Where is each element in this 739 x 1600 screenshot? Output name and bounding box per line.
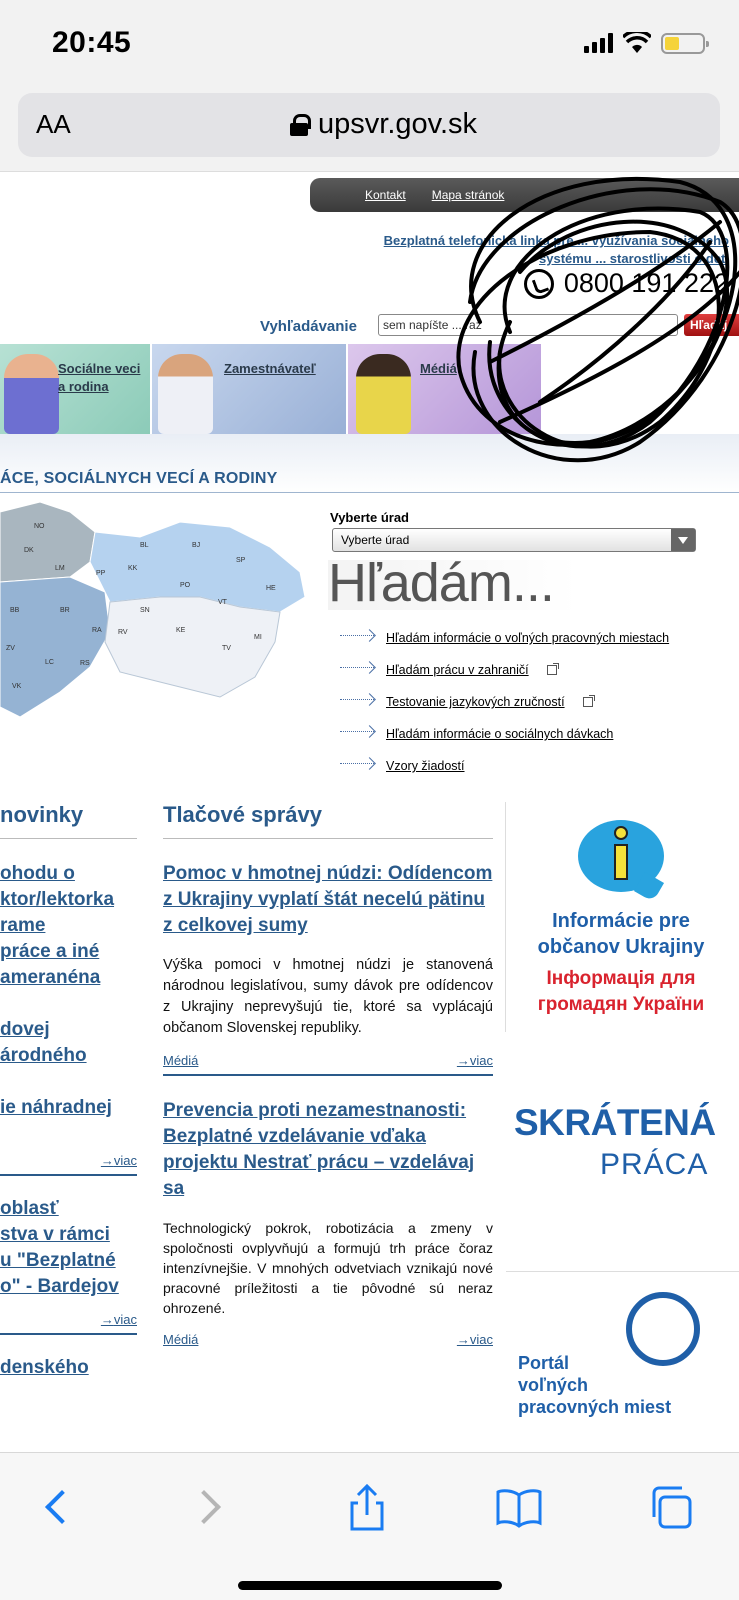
lock-icon xyxy=(290,114,308,136)
external-link-icon xyxy=(583,697,593,707)
search-label: Vyhľadávanie xyxy=(260,318,357,335)
map-region-po[interactable]: PO xyxy=(180,582,191,589)
cellular-signal-icon xyxy=(584,33,613,53)
url-display[interactable] xyxy=(290,108,477,141)
map-region-no[interactable]: NO xyxy=(34,523,45,530)
map-region-vt[interactable]: VT xyxy=(218,599,227,606)
office-select[interactable]: Vyberte úrad xyxy=(332,528,696,552)
web-page xyxy=(0,172,739,1452)
slovakia-region-map[interactable] xyxy=(0,502,320,722)
child-photo xyxy=(4,354,59,434)
press-article-title[interactable]: Pomoc v hmotnej núdzi: Odídencom z Ukrajiny vyplatí štát necelú pätinu z celkovej sumy xyxy=(163,863,493,936)
office-select-label: Vyberte úrad xyxy=(330,510,409,525)
press-article-title[interactable]: Prevencia proti nezamestnanosti: Bezplatné vzdelávanie vďaka projektu Nestrať prácu – vzdelávaj sa xyxy=(163,1100,475,1199)
job-portal-banner[interactable]: Portál voľných pracovných miest xyxy=(518,1353,672,1417)
bookmarks-button[interactable] xyxy=(494,1483,544,1533)
press-article-footer xyxy=(163,1053,493,1068)
press-article-body: Technologický pokrok, robotizácia a zmeny v spoločnosti ovplyvňujú a formujú trh práce čoraz intenzívnejšie. V mnohých odvetviach vznikajú nové pracovné príležitosti a tie pôvodné sú neraz ohrozené. xyxy=(163,1220,493,1316)
forward-button[interactable] xyxy=(186,1483,236,1533)
text-size-button[interactable]: AA xyxy=(36,109,71,139)
home-indicator[interactable] xyxy=(238,1581,502,1590)
hotline-text[interactable]: Bezplatná telefonická linka pre ... využívania sociálneho systému ... starostlivosti o deti xyxy=(383,233,729,266)
map-region-ra[interactable]: RA xyxy=(92,627,102,634)
phone-icon xyxy=(524,269,554,299)
news-column xyxy=(0,802,137,1381)
chevron-left-icon xyxy=(45,1490,79,1524)
back-button[interactable] xyxy=(34,1483,84,1533)
press-heading: Tlačové správy xyxy=(163,802,322,827)
quick-link-volne-miesta[interactable]: Hľadám informácie o voľných pracovných miestach xyxy=(386,631,670,645)
map-region-bb[interactable]: BB xyxy=(10,607,20,614)
quick-link-vzory-ziadosti[interactable]: Vzory žiadostí xyxy=(386,759,465,773)
quick-link-item xyxy=(340,686,669,718)
quick-link-item xyxy=(340,718,669,750)
category-banners xyxy=(0,344,739,434)
press-releases-column xyxy=(163,802,493,1347)
map-region-ke[interactable]: KE xyxy=(176,627,186,634)
battery-icon xyxy=(661,33,705,54)
top-navigation xyxy=(310,178,739,212)
arrow-right-icon xyxy=(340,635,374,645)
hladam-heading: Hľadám... xyxy=(328,553,554,613)
arrow-right-icon xyxy=(340,731,374,741)
map-region-lc[interactable]: LC xyxy=(45,659,54,666)
status-bar xyxy=(0,0,739,90)
news-item-5[interactable]: denského xyxy=(0,1357,89,1378)
map-region-rs[interactable]: RS xyxy=(80,660,90,667)
quick-link-item xyxy=(340,622,669,654)
more-link[interactable]: →viac xyxy=(100,1312,137,1327)
businessman-photo xyxy=(158,354,213,434)
map-region-tv[interactable]: TV xyxy=(222,645,231,652)
browser-address-area xyxy=(0,90,739,172)
more-link[interactable]: →viac xyxy=(456,1053,493,1068)
status-time: 20:45 xyxy=(52,26,132,59)
map-region-zv[interactable]: ZV xyxy=(6,645,15,652)
news-item-1[interactable]: ohodu o ktor/lektorka rame práce a iné ameranéna xyxy=(0,863,115,988)
arrow-right-icon xyxy=(340,763,374,773)
press-category-link[interactable]: Médiá xyxy=(163,1332,199,1347)
wifi-icon xyxy=(623,32,651,54)
more-link[interactable]: →viac xyxy=(456,1332,493,1347)
browser-toolbar xyxy=(0,1452,739,1600)
press-article-footer xyxy=(163,1332,493,1347)
map-region-bj[interactable]: BJ xyxy=(192,542,201,549)
skratena-subtitle: PRÁCA xyxy=(600,1148,709,1181)
hotline-number: 0800 191 222 xyxy=(563,268,729,298)
address-bar[interactable] xyxy=(18,93,720,157)
quick-link-socialne-davky[interactable]: Hľadám informácie o sociálnych dávkach xyxy=(386,727,614,741)
map-region-mi[interactable]: MI xyxy=(254,634,262,641)
sidebar-banners xyxy=(505,802,739,1417)
map-region-kk[interactable]: KK xyxy=(128,565,138,572)
search-input[interactable] xyxy=(378,314,678,336)
press-category-link[interactable]: Médiá xyxy=(163,1053,199,1068)
nav-link-mapa-stranok[interactable]: Mapa stránok xyxy=(431,188,505,202)
quick-link-item xyxy=(340,750,669,782)
chevron-down-icon xyxy=(671,529,695,551)
map-region-bl[interactable]: BL xyxy=(140,542,149,549)
quick-link-praca-zahranicie[interactable]: Hľadám prácu v zahraničí xyxy=(386,663,529,677)
news-item-2[interactable]: dovej árodného xyxy=(0,1019,87,1066)
map-region-br[interactable]: BR xyxy=(60,607,70,614)
map-region-lm[interactable]: LM xyxy=(55,565,65,572)
search-button[interactable]: Hľadaj xyxy=(684,314,739,336)
nav-link-kontakt[interactable]: Kontakt xyxy=(365,188,406,202)
category-media[interactable]: Médiá xyxy=(348,344,543,434)
quick-links-list xyxy=(340,622,669,782)
news-item-4[interactable]: oblasť stva v rámci u "Bezplatné o" - Bardejov xyxy=(0,1198,119,1297)
ukraine-info-banner[interactable]: Informácie pre občanov Ukrajiny Інформація для громадян України xyxy=(506,802,739,1032)
map-region-sp[interactable]: SP xyxy=(236,557,246,564)
quick-link-jazykove-zrucnosti[interactable]: Testovanie jazykových zručností xyxy=(386,695,565,709)
skratena-title: SKRÁTENÁ xyxy=(514,1102,716,1143)
arrow-right-icon xyxy=(340,699,374,709)
more-link[interactable]: →viac xyxy=(100,1153,137,1168)
news-heading: novinky xyxy=(0,802,84,827)
photographer-photo xyxy=(356,354,411,434)
map-region-vk[interactable]: VK xyxy=(12,683,22,690)
tabs-button[interactable] xyxy=(648,1483,698,1533)
quick-link-item xyxy=(340,654,669,686)
map-region-sn[interactable]: SN xyxy=(140,607,150,614)
map-region-pp[interactable]: PP xyxy=(96,570,106,577)
category-zamestnavatel[interactable]: Zamestnávateľ xyxy=(152,344,348,434)
url-text: upsvr.gov.sk xyxy=(318,108,478,140)
chevron-right-icon xyxy=(187,1490,221,1524)
category-socialne-veci[interactable]: Sociálne veci a rodina xyxy=(0,344,152,434)
arrow-right-icon xyxy=(340,667,374,677)
news-item-3[interactable]: ie náhradnej xyxy=(0,1097,112,1118)
map-region-he[interactable]: HE xyxy=(266,585,276,592)
share-button[interactable] xyxy=(342,1483,392,1533)
external-link-icon xyxy=(547,665,557,675)
hotline-phone xyxy=(524,268,729,299)
org-title: ÁCE, SOCIÁLNYCH VECÍ A RODINY xyxy=(0,470,278,487)
map-region-dk[interactable]: DK xyxy=(24,547,34,554)
map-region-rv[interactable]: RV xyxy=(118,629,128,636)
press-article-body: Výška pomoci v hmotnej núdzi je stanovená národnou legislatívou, sumy dávok pre odídencov z Ukrajiny neprevyšujú tie, ktoré sa vyplácajú občanom Slovenskej republiky. xyxy=(163,957,493,1036)
status-icons xyxy=(584,32,705,54)
